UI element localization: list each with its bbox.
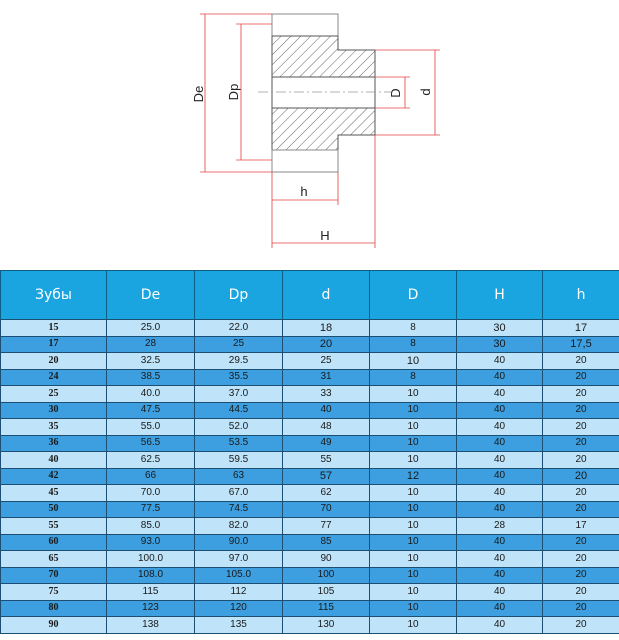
table-cell: 10 <box>370 534 457 551</box>
table-cell: 20 <box>543 452 619 469</box>
teeth-count-cell: 80 <box>1 600 107 617</box>
table-cell: 40 <box>457 353 543 370</box>
table-cell: 10 <box>370 452 457 469</box>
gear-top-outline <box>272 14 338 36</box>
table-cell: 18 <box>283 320 370 337</box>
table-cell: 52.0 <box>195 419 283 436</box>
table-cell: 40 <box>457 567 543 584</box>
table-row <box>1 386 619 403</box>
table-cell: 138 <box>107 617 195 634</box>
table-cell: 135 <box>195 617 283 634</box>
table-cell: 40 <box>457 402 543 419</box>
table-cell: 20 <box>543 534 619 551</box>
table-cell: 20 <box>543 369 619 386</box>
column-header: h <box>543 271 619 320</box>
teeth-count-cell: 55 <box>1 518 107 535</box>
table-cell: 90 <box>283 551 370 568</box>
table-cell: 40 <box>457 551 543 568</box>
table-cell: 93.0 <box>107 534 195 551</box>
table-cell: 28 <box>457 518 543 535</box>
column-header: D <box>370 271 457 320</box>
table-cell: 82.0 <box>195 518 283 535</box>
table-cell: 70.0 <box>107 485 195 502</box>
table-cell: 40 <box>457 452 543 469</box>
table-cell: 10 <box>370 402 457 419</box>
table-cell: 25 <box>283 353 370 370</box>
label-De: De <box>191 85 206 103</box>
table-row <box>1 320 619 337</box>
gear-spec-table <box>0 270 619 634</box>
gear-hatched-top <box>272 36 375 77</box>
table-cell: 49 <box>283 435 370 452</box>
table-cell: 40 <box>457 534 543 551</box>
table-cell: 40 <box>457 617 543 634</box>
teeth-count-cell: 20 <box>1 353 107 370</box>
table-row <box>1 452 619 469</box>
table-cell: 10 <box>370 485 457 502</box>
table-cell: 40 <box>457 584 543 601</box>
table-cell: 57 <box>283 468 370 485</box>
table-cell: 115 <box>107 584 195 601</box>
label-Dp: Dp <box>226 83 241 101</box>
table-cell: 10 <box>370 617 457 634</box>
table-cell: 47.5 <box>107 402 195 419</box>
teeth-count-cell: 30 <box>1 402 107 419</box>
table-cell: 20 <box>543 617 619 634</box>
table-cell: 55.0 <box>107 419 195 436</box>
teeth-count-cell: 17 <box>1 336 107 353</box>
table-cell: 28 <box>107 336 195 353</box>
gear-bottom-outline <box>272 150 338 172</box>
table-cell: 22.0 <box>195 320 283 337</box>
table-cell: 40 <box>457 386 543 403</box>
table-cell: 8 <box>370 320 457 337</box>
table-row <box>1 468 619 485</box>
teeth-count-cell: 36 <box>1 435 107 452</box>
table-cell: 40 <box>457 468 543 485</box>
table-cell: 112 <box>195 584 283 601</box>
table-cell: 33 <box>283 386 370 403</box>
table-header-row <box>1 271 619 320</box>
teeth-count-cell: 25 <box>1 386 107 403</box>
table-cell: 20 <box>543 435 619 452</box>
table-cell: 20 <box>543 402 619 419</box>
table-cell: 63 <box>195 468 283 485</box>
table-cell: 53.5 <box>195 435 283 452</box>
table-row <box>1 534 619 551</box>
table-row <box>1 353 619 370</box>
label-d: d <box>418 88 433 96</box>
table-cell: 130 <box>283 617 370 634</box>
table-cell: 90.0 <box>195 534 283 551</box>
table-cell: 20 <box>543 600 619 617</box>
table-cell: 100 <box>283 567 370 584</box>
column-header: Dp <box>195 271 283 320</box>
table-cell: 100.0 <box>107 551 195 568</box>
table-cell: 10 <box>370 353 457 370</box>
table-row <box>1 435 619 452</box>
column-header: H <box>457 271 543 320</box>
table-cell: 10 <box>370 600 457 617</box>
table-cell: 20 <box>543 353 619 370</box>
table-cell: 40 <box>457 485 543 502</box>
table-cell: 20 <box>543 386 619 403</box>
table-cell: 48 <box>283 419 370 436</box>
label-H: H <box>320 228 330 243</box>
table-cell: 67.0 <box>195 485 283 502</box>
teeth-count-cell: 65 <box>1 551 107 568</box>
table-cell: 10 <box>370 386 457 403</box>
table-row <box>1 584 619 601</box>
table-cell: 105 <box>283 584 370 601</box>
table-cell: 17 <box>543 518 619 535</box>
gear-section-drawing <box>0 0 619 268</box>
table-cell: 66 <box>107 468 195 485</box>
table-cell: 25 <box>195 336 283 353</box>
table-body <box>1 320 619 634</box>
column-header: De <box>107 271 195 320</box>
table-cell: 20 <box>543 567 619 584</box>
table-cell: 40 <box>457 501 543 518</box>
table-cell: 25.0 <box>107 320 195 337</box>
table-row <box>1 617 619 634</box>
table-row <box>1 336 619 353</box>
table-cell: 40 <box>457 419 543 436</box>
table-cell: 85.0 <box>107 518 195 535</box>
table-cell: 70 <box>283 501 370 518</box>
table-cell: 10 <box>370 518 457 535</box>
teeth-count-cell: 15 <box>1 320 107 337</box>
table-cell: 20 <box>543 419 619 436</box>
table-cell: 10 <box>370 501 457 518</box>
table-cell: 30 <box>457 320 543 337</box>
table-cell: 40 <box>457 435 543 452</box>
table-cell: 40 <box>283 402 370 419</box>
table-cell: 20 <box>543 485 619 502</box>
teeth-count-cell: 50 <box>1 501 107 518</box>
table-cell: 77.5 <box>107 501 195 518</box>
teeth-count-cell: 75 <box>1 584 107 601</box>
table-cell: 74.5 <box>195 501 283 518</box>
teeth-count-cell: 35 <box>1 419 107 436</box>
teeth-count-cell: 45 <box>1 485 107 502</box>
table-row <box>1 518 619 535</box>
table-cell: 32.5 <box>107 353 195 370</box>
table-cell: 17,5 <box>543 336 619 353</box>
table-cell: 12 <box>370 468 457 485</box>
table-cell: 37.0 <box>195 386 283 403</box>
label-h: h <box>300 184 308 199</box>
table-cell: 85 <box>283 534 370 551</box>
teeth-count-cell: 42 <box>1 468 107 485</box>
table-row <box>1 567 619 584</box>
table-cell: 20 <box>543 584 619 601</box>
table-cell: 77 <box>283 518 370 535</box>
table-cell: 97.0 <box>195 551 283 568</box>
table-cell: 20 <box>543 468 619 485</box>
table-cell: 10 <box>370 435 457 452</box>
table-cell: 62 <box>283 485 370 502</box>
table-cell: 20 <box>283 336 370 353</box>
table-row <box>1 369 619 386</box>
table-cell: 40 <box>457 369 543 386</box>
table-cell: 31 <box>283 369 370 386</box>
table-cell: 10 <box>370 584 457 601</box>
table-cell: 38.5 <box>107 369 195 386</box>
gear-hatched-bottom <box>272 108 375 150</box>
table-row <box>1 551 619 568</box>
table-cell: 115 <box>283 600 370 617</box>
teeth-count-cell: 60 <box>1 534 107 551</box>
table-cell: 123 <box>107 600 195 617</box>
table-cell: 10 <box>370 567 457 584</box>
table-cell: 108.0 <box>107 567 195 584</box>
table-cell: 40.0 <box>107 386 195 403</box>
table-cell: 8 <box>370 336 457 353</box>
table-cell: 8 <box>370 369 457 386</box>
column-header: d <box>283 271 370 320</box>
table-cell: 30 <box>457 336 543 353</box>
table-cell: 56.5 <box>107 435 195 452</box>
table-cell: 105.0 <box>195 567 283 584</box>
teeth-count-cell: 40 <box>1 452 107 469</box>
table-cell: 59.5 <box>195 452 283 469</box>
table-cell: 20 <box>543 551 619 568</box>
table-cell: 10 <box>370 419 457 436</box>
label-D: D <box>388 88 403 98</box>
table-cell: 120 <box>195 600 283 617</box>
table-cell: 40 <box>457 600 543 617</box>
table-row <box>1 402 619 419</box>
table-cell: 35.5 <box>195 369 283 386</box>
table-cell: 55 <box>283 452 370 469</box>
table-cell: 44.5 <box>195 402 283 419</box>
table-cell: 20 <box>543 501 619 518</box>
gear-bore <box>272 77 375 108</box>
teeth-count-cell: 70 <box>1 567 107 584</box>
table-cell: 62.5 <box>107 452 195 469</box>
table-row <box>1 600 619 617</box>
table-row <box>1 501 619 518</box>
column-header: Зубы <box>1 271 107 320</box>
table-row <box>1 485 619 502</box>
table-cell: 17 <box>543 320 619 337</box>
teeth-count-cell: 90 <box>1 617 107 634</box>
table-row <box>1 419 619 436</box>
table-cell: 29.5 <box>195 353 283 370</box>
teeth-count-cell: 24 <box>1 369 107 386</box>
table-cell: 10 <box>370 551 457 568</box>
